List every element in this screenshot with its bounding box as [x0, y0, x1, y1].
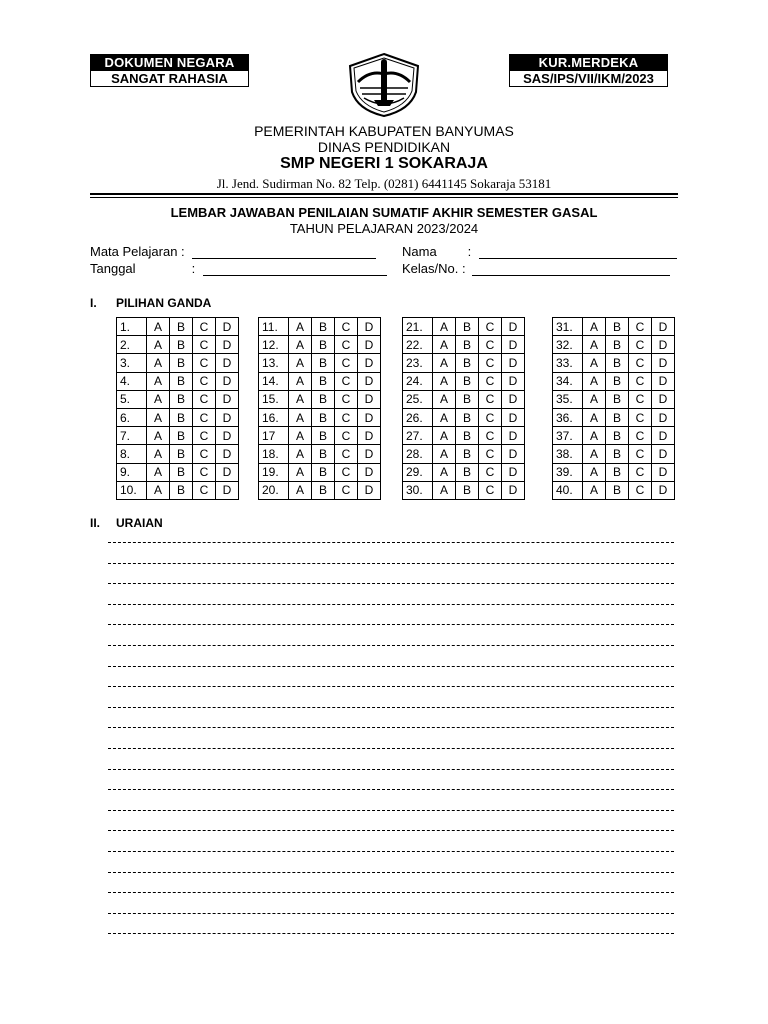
answer-row [403, 390, 525, 408]
sheet-title: LEMBAR JAWABAN PENILAIAN SUMATIF AKHIR SEMESTER GASAL [170, 205, 598, 220]
exam-code-label: SAS/IPS/VII/IKM/2023 [510, 70, 667, 86]
option-b[interactable]: B [606, 445, 629, 463]
option-a[interactable]: A [289, 354, 312, 372]
option-c[interactable]: C [335, 336, 358, 354]
question-number: 6. [117, 408, 147, 426]
option-c[interactable]: C [629, 372, 652, 390]
answer-row [259, 354, 381, 372]
question-number: 4. [117, 372, 147, 390]
tanggal-label: Tanggal [90, 261, 136, 276]
option-c[interactable]: C [479, 318, 502, 336]
answer-row [259, 318, 381, 336]
option-a[interactable]: A [147, 408, 170, 426]
option-d[interactable]: D [216, 408, 239, 426]
option-a[interactable]: A [583, 372, 606, 390]
option-a[interactable]: A [583, 427, 606, 445]
essay-line[interactable] [108, 542, 674, 543]
mata-pelajaran-label: Mata Pelajaran : [90, 244, 185, 259]
essay-line[interactable] [108, 707, 674, 708]
option-c[interactable]: C [479, 408, 502, 426]
option-c[interactable]: C [335, 408, 358, 426]
option-d[interactable]: D [652, 445, 675, 463]
option-d[interactable]: D [216, 372, 239, 390]
question-number: 39. [553, 463, 583, 481]
answer-row [553, 390, 675, 408]
option-d[interactable]: D [652, 372, 675, 390]
answer-row [117, 427, 239, 445]
option-c[interactable]: C [479, 372, 502, 390]
option-c[interactable]: C [193, 427, 216, 445]
answer-column-4 [552, 317, 675, 500]
option-d[interactable]: D [216, 318, 239, 336]
option-d[interactable]: D [358, 372, 381, 390]
option-a[interactable]: A [147, 390, 170, 408]
option-a[interactable]: A [583, 318, 606, 336]
question-number: 16. [259, 408, 289, 426]
option-d[interactable]: D [216, 445, 239, 463]
section-pilihan-ganda-heading [90, 296, 211, 310]
option-d[interactable]: D [358, 481, 381, 499]
option-a[interactable]: A [433, 427, 456, 445]
option-c[interactable]: C [629, 408, 652, 426]
option-a[interactable]: A [583, 463, 606, 481]
option-b[interactable]: B [456, 336, 479, 354]
question-number: 25. [403, 390, 433, 408]
option-b[interactable]: B [606, 481, 629, 499]
answer-row [117, 318, 239, 336]
option-b[interactable]: B [170, 408, 193, 426]
answer-row [259, 336, 381, 354]
question-number: 5. [117, 390, 147, 408]
answer-row [403, 445, 525, 463]
section-number: II. [90, 516, 101, 530]
option-c[interactable]: C [629, 318, 652, 336]
option-b[interactable]: B [606, 427, 629, 445]
option-c[interactable]: C [193, 481, 216, 499]
option-b[interactable]: B [456, 318, 479, 336]
option-a[interactable]: A [433, 354, 456, 372]
option-d[interactable]: D [358, 318, 381, 336]
option-b[interactable]: B [170, 372, 193, 390]
option-c[interactable]: C [193, 445, 216, 463]
school-name: SMP NEGERI 1 SOKARAJA [280, 155, 488, 172]
option-d[interactable]: D [216, 336, 239, 354]
section-title: URAIAN [116, 516, 163, 530]
option-b[interactable]: B [312, 481, 335, 499]
option-d[interactable]: D [216, 354, 239, 372]
tanggal-field[interactable] [90, 261, 387, 276]
option-c[interactable]: C [193, 318, 216, 336]
option-c[interactable]: C [193, 354, 216, 372]
essay-line[interactable] [108, 748, 674, 749]
option-c[interactable]: C [335, 354, 358, 372]
option-a[interactable]: A [289, 427, 312, 445]
essay-line[interactable] [108, 892, 674, 893]
option-a[interactable]: A [583, 408, 606, 426]
option-b[interactable]: B [456, 463, 479, 481]
option-d[interactable]: D [502, 336, 525, 354]
option-b[interactable]: B [606, 354, 629, 372]
option-b[interactable]: B [170, 354, 193, 372]
essay-line[interactable] [108, 583, 674, 584]
option-d[interactable]: D [502, 463, 525, 481]
option-a[interactable]: A [147, 463, 170, 481]
option-a[interactable]: A [583, 390, 606, 408]
answer-row [553, 481, 675, 499]
option-b[interactable]: B [312, 408, 335, 426]
option-b[interactable]: B [456, 354, 479, 372]
option-a[interactable]: A [583, 354, 606, 372]
answer-row [259, 408, 381, 426]
question-number: 12. [259, 336, 289, 354]
option-d[interactable]: D [502, 481, 525, 499]
option-a[interactable]: A [433, 463, 456, 481]
option-c[interactable]: C [479, 427, 502, 445]
essay-line[interactable] [108, 810, 674, 811]
option-d[interactable]: D [216, 481, 239, 499]
question-number: 15. [259, 390, 289, 408]
answer-row [259, 463, 381, 481]
question-number: 9. [117, 463, 147, 481]
answer-row [553, 336, 675, 354]
essay-line[interactable] [108, 830, 674, 831]
option-b[interactable]: B [312, 390, 335, 408]
option-c[interactable]: C [479, 336, 502, 354]
question-number: 8. [117, 445, 147, 463]
option-d[interactable]: D [216, 390, 239, 408]
option-d[interactable]: D [502, 354, 525, 372]
nama-blank[interactable] [479, 245, 677, 259]
option-b[interactable]: B [170, 463, 193, 481]
option-d[interactable]: D [358, 408, 381, 426]
option-d[interactable]: D [358, 463, 381, 481]
option-d[interactable]: D [652, 463, 675, 481]
curriculum-label: KUR.MERDEKA [510, 55, 667, 70]
letterhead-rule-thick [90, 193, 678, 195]
mata-pelajaran-field[interactable] [90, 244, 376, 259]
option-c[interactable]: C [479, 445, 502, 463]
option-b[interactable]: B [312, 463, 335, 481]
option-b[interactable]: B [456, 427, 479, 445]
option-c[interactable]: C [193, 408, 216, 426]
option-d[interactable]: D [652, 481, 675, 499]
question-number: 13. [259, 354, 289, 372]
option-a[interactable]: A [289, 372, 312, 390]
nama-field[interactable] [402, 244, 677, 259]
kabupaten-emblem-icon [344, 52, 424, 118]
option-a[interactable]: A [583, 336, 606, 354]
option-d[interactable]: D [502, 445, 525, 463]
option-d[interactable]: D [652, 336, 675, 354]
option-d[interactable]: D [502, 408, 525, 426]
option-c[interactable]: C [193, 372, 216, 390]
answer-row [553, 445, 675, 463]
option-a[interactable]: A [289, 481, 312, 499]
option-a[interactable]: A [433, 408, 456, 426]
option-c[interactable]: C [193, 390, 216, 408]
answer-column-2 [258, 317, 381, 500]
question-number: 30. [403, 481, 433, 499]
answer-row [403, 372, 525, 390]
option-a[interactable]: A [433, 445, 456, 463]
option-a[interactable]: A [289, 336, 312, 354]
option-d[interactable]: D [652, 427, 675, 445]
option-a[interactable]: A [289, 390, 312, 408]
nama-colon: : [467, 244, 472, 259]
mata-pelajaran-blank[interactable] [192, 245, 376, 259]
tanggal-colon: : [191, 261, 196, 276]
question-number: 38. [553, 445, 583, 463]
option-c[interactable]: C [193, 336, 216, 354]
option-c[interactable]: C [335, 372, 358, 390]
option-c[interactable]: C [479, 463, 502, 481]
option-d[interactable]: D [358, 427, 381, 445]
option-d[interactable]: D [652, 354, 675, 372]
curriculum-code-box [509, 54, 668, 87]
answer-row [403, 481, 525, 499]
document-classification-box [90, 54, 249, 87]
option-b[interactable]: B [456, 481, 479, 499]
option-b[interactable]: B [456, 408, 479, 426]
question-number: 32. [553, 336, 583, 354]
answer-row [553, 427, 675, 445]
option-a[interactable]: A [583, 445, 606, 463]
answer-row [259, 372, 381, 390]
academic-year: TAHUN PELAJARAN 2023/2024 [289, 221, 479, 236]
option-b[interactable]: B [606, 336, 629, 354]
option-b[interactable]: B [456, 372, 479, 390]
sangat-rahasia-label: SANGAT RAHASIA [91, 70, 248, 86]
dokumen-negara-label: DOKUMEN NEGARA [91, 55, 248, 70]
option-c[interactable]: C [479, 354, 502, 372]
option-c[interactable]: C [335, 445, 358, 463]
school-address: Jl. Jend. Sudirman No. 82 Telp. (0281) 6441145 Sokaraja 53181 [216, 176, 552, 191]
option-a[interactable]: A [289, 408, 312, 426]
question-number: 29. [403, 463, 433, 481]
essay-line[interactable] [108, 666, 674, 667]
option-d[interactable]: D [652, 390, 675, 408]
option-a[interactable]: A [147, 318, 170, 336]
answer-row [553, 372, 675, 390]
answer-row [117, 390, 239, 408]
option-a[interactable]: A [433, 372, 456, 390]
option-c[interactable]: C [629, 427, 652, 445]
answer-row [117, 481, 239, 499]
option-a[interactable]: A [289, 318, 312, 336]
option-b[interactable]: B [170, 427, 193, 445]
option-a[interactable]: A [583, 481, 606, 499]
essay-line[interactable] [108, 604, 674, 605]
option-c[interactable]: C [335, 481, 358, 499]
option-d[interactable]: D [358, 390, 381, 408]
question-number: 14. [259, 372, 289, 390]
question-number: 34. [553, 372, 583, 390]
question-number: 40. [553, 481, 583, 499]
question-number: 24. [403, 372, 433, 390]
nama-label: Nama [402, 244, 437, 259]
question-number: 20. [259, 481, 289, 499]
option-c[interactable]: C [479, 481, 502, 499]
option-b[interactable]: B [170, 445, 193, 463]
option-a[interactable]: A [433, 481, 456, 499]
option-c[interactable]: C [335, 427, 358, 445]
option-b[interactable]: B [606, 372, 629, 390]
option-a[interactable]: A [433, 318, 456, 336]
kelas-blank[interactable] [472, 262, 670, 276]
question-number: 2. [117, 336, 147, 354]
option-c[interactable]: C [335, 463, 358, 481]
option-c[interactable]: C [629, 445, 652, 463]
option-c[interactable]: C [479, 390, 502, 408]
question-number: 11. [259, 318, 289, 336]
answer-row [259, 445, 381, 463]
essay-line[interactable] [108, 686, 674, 687]
option-b[interactable]: B [456, 390, 479, 408]
option-b[interactable]: B [606, 408, 629, 426]
option-c[interactable]: C [629, 336, 652, 354]
question-number: 19. [259, 463, 289, 481]
section-uraian-heading [90, 516, 163, 530]
answer-row [259, 427, 381, 445]
option-b[interactable]: B [606, 390, 629, 408]
tanggal-blank[interactable] [203, 262, 387, 276]
answer-row [553, 354, 675, 372]
question-number: 22. [403, 336, 433, 354]
answer-row [117, 463, 239, 481]
answer-row [117, 445, 239, 463]
question-number: 36. [553, 408, 583, 426]
option-c[interactable]: C [629, 463, 652, 481]
question-number: 3. [117, 354, 147, 372]
option-c[interactable]: C [629, 390, 652, 408]
answer-row [553, 408, 675, 426]
government-line: PEMERINTAH KABUPATEN BANYUMAS [254, 123, 514, 139]
answer-row [403, 336, 525, 354]
answer-row [117, 408, 239, 426]
question-number: 35. [553, 390, 583, 408]
essay-line[interactable] [108, 933, 674, 934]
option-a[interactable]: A [147, 427, 170, 445]
option-c[interactable]: C [629, 354, 652, 372]
question-number: 33. [553, 354, 583, 372]
option-d[interactable]: D [216, 427, 239, 445]
option-a[interactable]: A [147, 372, 170, 390]
option-d[interactable]: D [358, 445, 381, 463]
option-c[interactable]: C [335, 318, 358, 336]
question-number: 10. [117, 481, 147, 499]
option-a[interactable]: A [433, 336, 456, 354]
question-number: 18. [259, 445, 289, 463]
answer-row [259, 481, 381, 499]
option-b[interactable]: B [606, 318, 629, 336]
section-number: I. [90, 296, 97, 310]
question-number: 7. [117, 427, 147, 445]
option-b[interactable]: B [170, 481, 193, 499]
option-c[interactable]: C [629, 481, 652, 499]
essay-line[interactable] [108, 789, 674, 790]
question-number: 26. [403, 408, 433, 426]
option-b[interactable]: B [456, 445, 479, 463]
kelas-field[interactable] [402, 261, 670, 276]
question-number: 23. [403, 354, 433, 372]
option-b[interactable]: B [312, 445, 335, 463]
option-b[interactable]: B [312, 318, 335, 336]
option-b[interactable]: B [312, 427, 335, 445]
answer-row [117, 372, 239, 390]
essay-line[interactable] [108, 913, 674, 914]
option-c[interactable]: C [193, 463, 216, 481]
option-d[interactable]: D [502, 372, 525, 390]
department-line: DINAS PENDIDIKAN [317, 139, 451, 155]
option-a[interactable]: A [147, 336, 170, 354]
essay-line[interactable] [108, 769, 674, 770]
question-number: 28. [403, 445, 433, 463]
option-a[interactable]: A [289, 445, 312, 463]
option-b[interactable]: B [170, 318, 193, 336]
option-d[interactable]: D [216, 463, 239, 481]
option-d[interactable]: D [358, 354, 381, 372]
essay-line[interactable] [108, 624, 674, 625]
option-c[interactable]: C [335, 390, 358, 408]
question-number: 17 [259, 427, 289, 445]
option-d[interactable]: D [652, 318, 675, 336]
option-b[interactable]: B [312, 354, 335, 372]
question-number: 21. [403, 318, 433, 336]
essay-line[interactable] [108, 645, 674, 646]
answer-row [117, 336, 239, 354]
answer-row [403, 354, 525, 372]
kelas-label: Kelas/No. : [402, 261, 466, 276]
option-d[interactable]: D [358, 336, 381, 354]
letterhead-rule-thin [90, 197, 678, 198]
question-number: 1. [117, 318, 147, 336]
option-d[interactable]: D [652, 408, 675, 426]
option-b[interactable]: B [312, 336, 335, 354]
option-a[interactable]: A [147, 481, 170, 499]
answer-row [117, 354, 239, 372]
essay-line[interactable] [108, 563, 674, 564]
answer-row [403, 463, 525, 481]
option-b[interactable]: B [312, 372, 335, 390]
answer-row [403, 408, 525, 426]
answer-row [553, 463, 675, 481]
option-a[interactable]: A [433, 390, 456, 408]
answer-column-3 [402, 317, 525, 500]
question-number: 31. [553, 318, 583, 336]
question-number: 37. [553, 427, 583, 445]
option-d[interactable]: D [502, 390, 525, 408]
option-a[interactable]: A [147, 354, 170, 372]
essay-line[interactable] [108, 851, 674, 852]
option-d[interactable]: D [502, 427, 525, 445]
option-a[interactable]: A [147, 445, 170, 463]
section-title: PILIHAN GANDA [116, 296, 212, 310]
question-number: 27. [403, 427, 433, 445]
essay-line[interactable] [108, 872, 674, 873]
option-b[interactable]: B [606, 463, 629, 481]
answer-row [259, 390, 381, 408]
option-b[interactable]: B [170, 390, 193, 408]
option-a[interactable]: A [289, 463, 312, 481]
answer-row [403, 318, 525, 336]
answer-column-1 [116, 317, 239, 500]
essay-line[interactable] [108, 727, 674, 728]
answer-row [403, 427, 525, 445]
answer-row [553, 318, 675, 336]
option-b[interactable]: B [170, 336, 193, 354]
option-d[interactable]: D [502, 318, 525, 336]
